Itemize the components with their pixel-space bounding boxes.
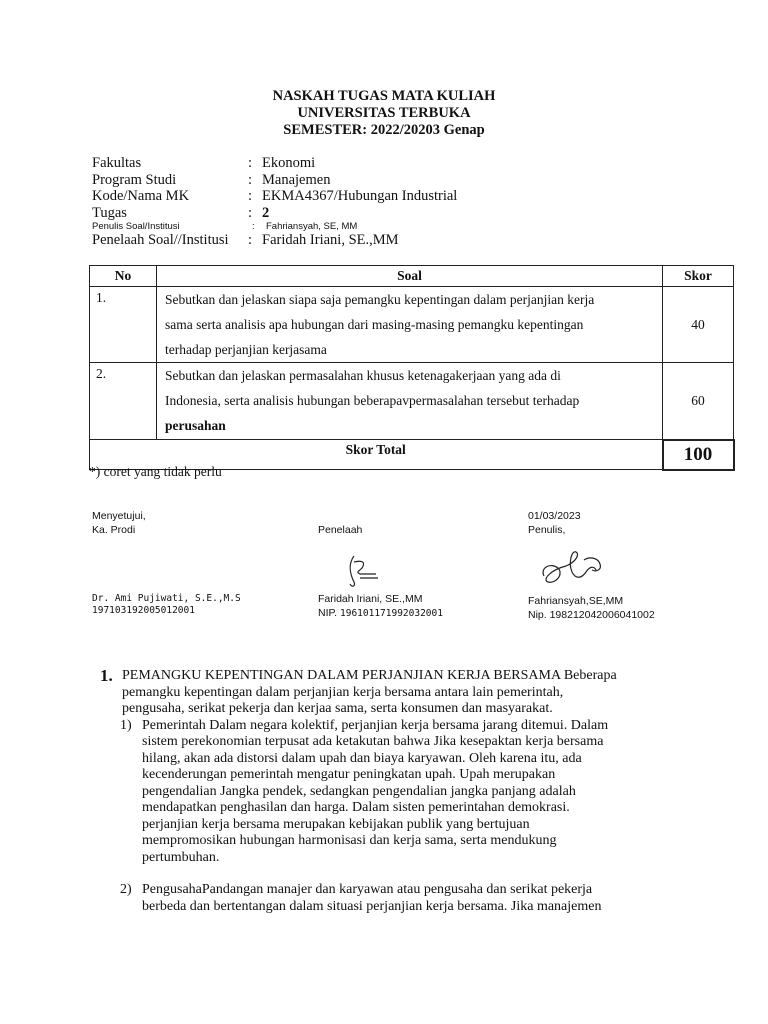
table-row [90,363,734,440]
row-number: 2. [90,363,157,440]
reviewer-label: Penelaah [318,524,363,536]
writer-signature-icon [536,548,606,592]
info-row-kode: Kode/Nama MK : EKMA4367/Hubungan Industrial [92,188,458,204]
question-text: Sebutkan dan jelaskan siapa saja pemangku kepentingan dalam perjanjian kerja sama serta analisis apa hubungan dari masing-masing pemangku kepentingan terhadap perjanjian kerjasama [157,287,663,363]
reviewer-signature-icon [340,552,384,592]
approve-role: Ka. Prodi [92,524,136,536]
answer-number: 1. [100,666,113,685]
writer-nip: Nip. 198212042006041002 [528,609,655,621]
list-item: 1) Pemerintah Dalam negara kolektif, perjanjian kerja bersama jarang ditemui. Dalam sistem perekonomian terpusat ada ketakutan bahwa Jika kesepaktan kerja bersama hilang, akan ada distorsi dalam upah dan biaya karyawan. Oleh karena itu, ada kecenderungan pemerintah mengatur peningkatan upah. Upah merupakan pengendalian Jangka pendek, sedangkan pengendalian jangka panjang adalah mendapatkan penghasilan dan harga. Dalam sisten pemerintahan demokrasi. perjanjian kerja bersama merupakan kebijakan publik yang bertujuan mempromosikan hubungan harmonisasi dan kerja sama, serta mendukung pertumbuhan. [120,717,609,865]
header-no: No [90,266,157,287]
info-row-penelaah: Penelaah Soal//Institusi : Faridah Iriani, SE.,MM [92,232,399,248]
table-row [90,287,734,363]
writer-label: Penulis, [528,524,566,536]
answer-intro: pemangku kepentingan dalam perjanjian kerja bersama antara lain pemerintah, pengusaha, serikat pekerja dan kerjaa sama, serta konsumen dan masyarakat. [122,684,564,716]
approve-nip: 197103192005012001 [92,605,195,616]
total-score: 100 [663,440,734,470]
title-line-2: UNIVERSITAS TERBUKA [297,105,471,121]
answer-heading [100,668,680,685]
approve-label: Menyetujui, [92,510,146,522]
info-row-fakultas: Fakultas : Ekonomi [92,155,316,171]
info-row-tugas: Tugas : 2 [92,204,270,221]
writer-name: Fahriansyah,SE,MM [528,595,624,607]
question-score: 60 [663,363,734,440]
info-row-prodi: Program Studi : Manajemen [92,171,331,188]
document-title [0,88,768,139]
info-row-penulis: Penulis Soal/Institusi : Fahriansyah, SE, MM [92,221,358,232]
question-text: Sebutkan dan jelaskan permasalahan khusus ketenagakerjaan yang ada di Indonesia, serta analisis hubungan beberapavpermasalahan tersebut terhadap perusahan [157,363,663,440]
course-info [92,155,457,249]
title-line-3: SEMESTER: 2022/20203 Genap [283,122,485,138]
questions-table [89,265,735,471]
total-label: Skor Total [90,440,663,470]
reviewer-nip-line: NIP. 196101171992032001 [318,607,443,619]
approve-name: Dr. Ami Pujiwati, S.E.,M.S [92,593,241,604]
header-soal: Soal [157,266,663,287]
table-header-row [90,266,734,287]
row-number: 1. [90,287,157,363]
question-score: 40 [663,287,734,363]
reviewer-name: Faridah Iriani, SE.,MM [318,593,423,605]
answer-heading-text: PEMANGKU KEPENTINGAN DALAM PERJANJIAN KERJA BERSAMA [122,668,561,683]
footnote: *) coret yang tidak perlu [89,464,222,479]
header-skor: Skor [663,266,734,287]
answer-intro-first: Beberapa [563,668,617,683]
title-line-1: NASKAH TUGAS MATA KULIAH [272,88,496,104]
list-item: 2) PengusahaPandangan manajer dan karyawan atau pengusaha dan serikat pekerja berbeda dan bertentangan dalam situasi perjanjian kerja bersama. Jika manajemen [120,882,602,914]
answer-section [100,668,680,915]
sign-date: 01/03/2023 [528,510,581,522]
